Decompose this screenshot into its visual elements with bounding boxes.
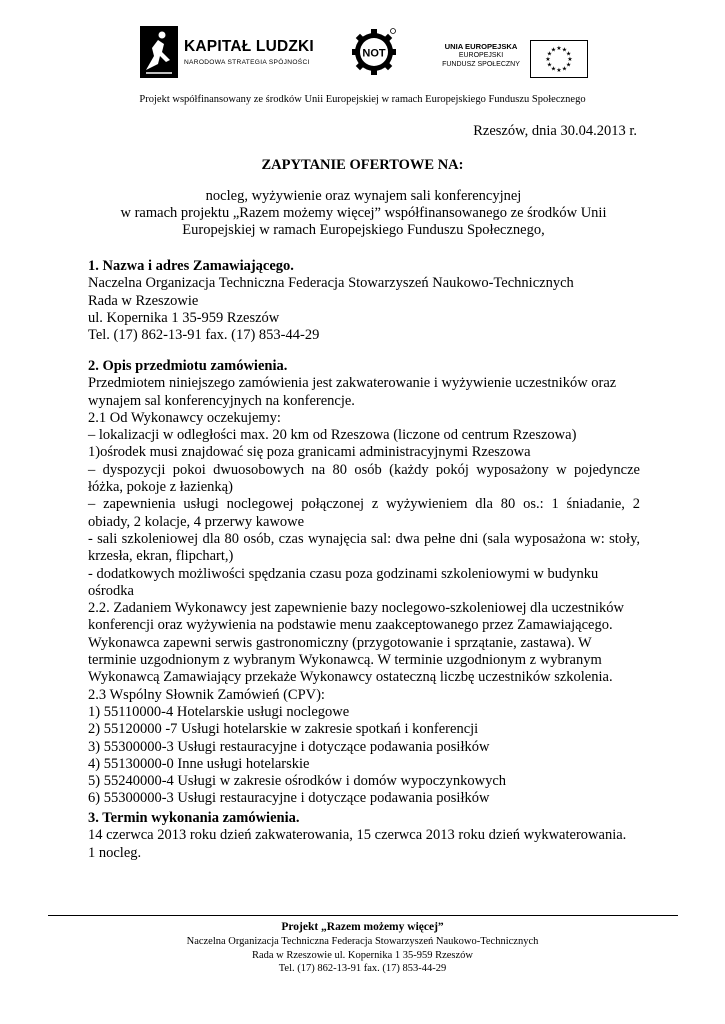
eu-star-icon: ★ xyxy=(546,50,553,58)
kapital-ludzki-mark-icon xyxy=(140,26,178,78)
kapital-ludzki-logo xyxy=(140,26,315,80)
section-line: krzesła, ekran, flipchart,) xyxy=(88,548,234,565)
ue-line3: FUNDUSZ SPOŁECZNY xyxy=(442,61,520,68)
footer-line: Tel. (17) 862-13-91 fax. (17) 853-44-29 xyxy=(278,963,447,974)
section-line: ul. Kopernika 1 35-959 Rzeszów xyxy=(88,309,280,326)
section-contracting-authority xyxy=(88,258,640,344)
section-line: - sali szkoleniowej dla 80 osób, czas wynajęcia sal: dwa pełne dni (sala wyposażona w: stoły, xyxy=(88,530,640,547)
subject-line: nocleg, wyżywienie oraz wynajem sali konferencyjnej xyxy=(205,188,522,204)
cpv-item: 1) 55110000-4 Hotelarskie usługi noclegowe xyxy=(88,703,350,720)
eu-star-icon: ★ xyxy=(556,45,562,52)
cpv-item: 6) 55300000-3 Usługi restauracyjne i dotyczące podawania posiłków xyxy=(88,790,490,807)
section-line: terminie uzgodnionym z wybranym Wykonawcą. W terminie uzgodnionym z wybranym xyxy=(88,652,602,669)
eu-star-icon: ★ xyxy=(567,56,573,63)
section-line: konferencji oraz wyżywienia na podstawie menu zaakceptowanego przez Zamawiającego. xyxy=(88,617,613,634)
subject-line: Europejskiej w ramach Europejskiego Funduszu Społecznego, xyxy=(182,222,545,238)
section-line: 2.1 Od Wykonawcy oczekujemy: xyxy=(88,409,281,426)
not-logo-text: NOT xyxy=(362,47,386,60)
section-line: 2.3 Wspólny Słownik Zamówień (CPV): xyxy=(88,686,325,703)
footer-line: Naczelna Organizacja Techniczna Federacja Stowarzyszeń Naukowo-Technicznych xyxy=(186,936,539,947)
section-line: Wykonawca zapewni serwis gastronomiczny (przygotowanie i sprzątanie, zastawa). W xyxy=(88,634,592,651)
document-subject xyxy=(100,188,627,239)
cpv-item: 4) 55130000-0 Inne usługi hotelarskie xyxy=(88,755,310,772)
section-line: Przedmiotem niniejszego zamówienia jest zakwaterowanie i wyżywienie uczestników oraz xyxy=(88,375,617,392)
section-line: łóżka, pokoje z łazienką) xyxy=(88,479,233,496)
section-line: Rada w Rzeszowie xyxy=(88,292,199,309)
eu-star-icon: ★ xyxy=(550,65,557,73)
cpv-item: 2) 55120000 -7 Usługi hotelarskie w zakresie spotkań i konferencji xyxy=(88,721,479,738)
section-line: 14 czerwca 2013 roku dzień zakwaterowania, 15 czerwca 2013 roku dzień wykwaterowania. xyxy=(88,827,627,844)
section-line: – lokalizacji w odległości max. 20 km od Rzeszowa (liczone od centrum Rzeszowa) xyxy=(88,427,577,444)
eu-star-icon: ★ xyxy=(561,46,568,54)
section-heading: 2. Opis przedmiotu zamówienia. xyxy=(88,358,288,374)
section-line: 2.2. Zadaniem Wykonawcy jest zapewnienie bazy noclegowo-szkoleniowej dla uczestników xyxy=(88,600,624,617)
section-line: wynajem sal konferencyjnych na konferencje. xyxy=(88,392,355,409)
eu-star-icon: ★ xyxy=(556,67,562,74)
document-title: ZAPYTANIE OFERTOWE NA: xyxy=(261,157,464,173)
eu-star-icon: ★ xyxy=(550,46,557,54)
ue-logo-text xyxy=(440,42,522,69)
section-order-description xyxy=(88,358,640,808)
cpv-item: 5) 55240000-4 Usługi w zakresie ośrodków i domów wypoczynkowych xyxy=(88,773,507,790)
section-heading: 3. Termin wykonania zamówienia. xyxy=(88,810,300,826)
section-line: ośrodka xyxy=(88,582,134,599)
section-line: – dyspozycji pokoi dwuosobowych na 80 osób (każdy pokój wyposażony w pojedyncze xyxy=(88,461,640,478)
eu-star-icon: ★ xyxy=(565,61,572,69)
section-line: obiady, 2 kolacje, 4 przerwy kawowe xyxy=(88,513,305,530)
eu-star-icon: ★ xyxy=(561,65,568,73)
eu-star-icon: ★ xyxy=(545,56,551,63)
header-cofinancing-note: Projekt współfinansowany ze środków Unii Europejskiej w ramach Europejskiego Funduszu Społecznego xyxy=(139,94,586,105)
kapital-ludzki-title: KAPITAŁ LUDZKI xyxy=(184,38,314,55)
ue-line1: UNIA EUROPEJSKA xyxy=(444,42,518,51)
section-line: - dodatkowych możliwości spędzania czasu poza godzinami szkoleniowymi w budynku xyxy=(88,565,599,582)
section-completion-date xyxy=(88,810,640,862)
section-line: Naczelna Organizacja Techniczna Federacja Stowarzyszeń Naukowo-Technicznych xyxy=(88,275,574,292)
footer xyxy=(0,920,725,976)
section-line: Tel. (17) 862-13-91 fax. (17) 853-44-29 xyxy=(88,327,320,344)
document-date: Rzeszów, dnia 30.04.2013 r. xyxy=(473,123,637,139)
section-line: 1)ośrodek musi znajdować się poza granicami administracyjnymi Rzeszowa xyxy=(88,444,531,461)
eu-star-icon: ★ xyxy=(565,50,572,58)
not-logo xyxy=(352,26,398,76)
footer-line: Rada w Rzeszowie ul. Kopernika 1 35-959 Rzeszów xyxy=(251,949,474,961)
subject-line: w ramach projektu „Razem możemy więcej” współfinansowanego ze środków Unii xyxy=(120,205,607,221)
section-line: Wykonawcą Zamawiający przekaże Wykonawcy ostateczną liczbę uczestników szkolenia. xyxy=(88,669,613,686)
eu-star-icon: ★ xyxy=(546,61,553,69)
ue-line2: EUROPEJSKI xyxy=(458,52,504,59)
cpv-item: 3) 55300000-3 Usługi restauracyjne i dotyczące podawania posiłków xyxy=(88,738,490,755)
section-line: – zapewnienia usługi noclegowej połączonej z wyżywieniem dla 80 os.: 1 śniadanie, 2 xyxy=(88,496,640,513)
kapital-ludzki-subtitle: NARODOWA STRATEGIA SPÓJNOŚCI xyxy=(184,59,310,66)
footer-title: Projekt „Razem możemy więcej” xyxy=(281,921,444,933)
section-heading: 1. Nazwa i adres Zamawiającego. xyxy=(88,258,294,274)
footer-divider xyxy=(48,915,678,916)
eu-flag-icon xyxy=(530,40,588,78)
section-line: 1 nocleg. xyxy=(88,844,142,861)
not-gear-icon xyxy=(352,26,398,76)
